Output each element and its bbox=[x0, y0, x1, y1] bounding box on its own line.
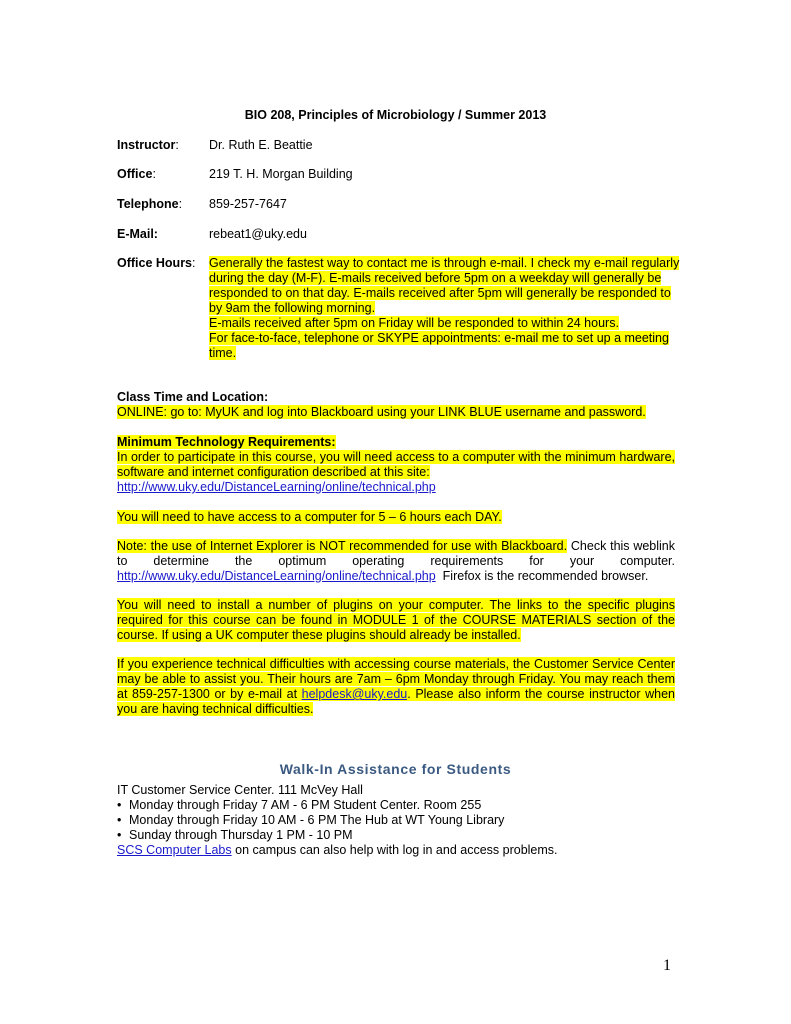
hours-note-block bbox=[117, 510, 675, 525]
firefox-note: Firefox is the recommended browser. bbox=[442, 569, 649, 583]
instructor-label: Instructor bbox=[117, 138, 176, 152]
walkin-heading: Walk-In Assistance for Students bbox=[279, 761, 512, 777]
ie-note-block bbox=[117, 539, 675, 584]
difficulties-text-end: . Please also inform the course instructor when you are having technical difficulties. bbox=[117, 687, 675, 716]
bullet-icon: • bbox=[117, 828, 122, 842]
helpdesk-email-link[interactable]: helpdesk@uky.edu bbox=[301, 687, 408, 701]
walkin-hours-list bbox=[117, 798, 677, 843]
office-hours-text bbox=[209, 256, 684, 361]
list-item: • Sunday through Thursday 1 PM - 10 PM bbox=[117, 828, 353, 842]
email-label: E-Mail: bbox=[117, 227, 158, 241]
office-label: Office bbox=[117, 167, 153, 181]
list-item: • Monday through Friday 7 AM - 6 PM Student Center. Room 255 bbox=[117, 798, 482, 812]
bullet-icon: • bbox=[117, 813, 122, 827]
office-hours-line-2: E-mails received after 5pm on Friday will be responded to within 24 hours. bbox=[209, 316, 619, 330]
class-time-text: ONLINE: go to: MyUK and log into Blackboard using your LINK BLUE username and password. bbox=[117, 405, 646, 419]
plugins-note: You will need to install a number of plugins on your computer. The links to the specific plugins required for this course can be found in MODULE 1 of the COURSE MATERIALS section of the course. If using a UK computer these plugins should already be installed. bbox=[117, 598, 675, 642]
ie-check-text: Check this weblink to determine the optimum operating requirements for your computer. bbox=[117, 539, 676, 568]
tech-intro: In order to participate in this course, you will need access to a computer with the minimum hardware, software and internet configuration described at this site: bbox=[117, 450, 675, 479]
instructor-value: Dr. Ruth E. Beattie bbox=[209, 138, 313, 152]
class-time-heading: Class Time and Location: bbox=[117, 390, 269, 404]
email-value: rebeat1@uky.edu bbox=[209, 227, 307, 241]
page-number: 1 bbox=[663, 957, 671, 974]
telephone-value: 859-257-7647 bbox=[209, 197, 287, 211]
difficulties-block bbox=[117, 657, 675, 717]
office-hours-label: Office Hours bbox=[117, 256, 193, 270]
hours-note: You will need to have access to a computer for 5 – 6 hours each DAY. bbox=[117, 510, 502, 524]
office-value: 219 T. H. Morgan Building bbox=[209, 167, 353, 181]
tech-heading: Minimum Technology Requirements: bbox=[117, 435, 336, 449]
walkin-intro: IT Customer Service Center. 111 McVey Hall bbox=[117, 783, 363, 797]
document-page: BIO 208, Principles of Microbiology / Summer 2013 Instructor: Dr. Ruth E. Beattie Office: 219 T. H. Morgan Building Telephone: 859-257-7647 E-Mail: rebeat1@uky.edu Office Hours: Generally the fastest way to contact me is through e-mail. I check my e-mail regularly during the day (M-F). E-mails received before 5pm on a weekday will generally be responded to on that day. E-mails received after 5pm will generally be responded to by 9am the following morning. E-mails received after 5pm on Friday will be responded to within 24 hours. For face-to-face, telephone or SKYPE appointments: e-mail me to set up a meeting time. Class Time and Location: ONLINE: go to: MyUK and log into Blackboard using your LINK BLUE username and password. Minimum Technology Requirements: In order to participate in this course, you will need access to a computer with the minimum hardware, software and internet configuration described at this site: http://www.uky.edu/DistanceLearning/online/technical.php You will need to have access to a computer for 5 – 6 hours each DAY. Note: the use of Internet Explorer is NOT recommended for use with Blackboard. Check this weblink to determine the optimum operating requirements for your computer. http://www.uky.edu/DistanceLearning/online/technical.php Firefox is the recommended browser. You will need to install a number of plugins on your computer. The links to the specific plugins required for this course can be found in MODULE 1 of the COURSE MATERIALS section of the course. If using a UK computer these plugins should already be installed. If you experience technical difficulties with accessing course materials, the Customer Service Center may be able to assist you. Their hours are 7am – 6pm Monday through Friday. You may reach them at 859-257-1300 or by e-mail at helpdesk@uky.edu. Please also inform the course instructor when you are having technical difficulties. Walk-In Assistance for Students IT Customer Service Center. 111 McVey Hall • Monday through Friday 7 AM - 6 PM Student Center. Room 255 • Monday through Friday 10 AM - 6 PM The Hub at WT Young Library • Sunday through Thursday 1 PM - 10 PM SCS Computer Labs on campus can also help with log in and access problems. 1 bbox=[0, 0, 791, 1024]
walkin-section bbox=[117, 783, 677, 858]
office-hours-line-3: For face-to-face, telephone or SKYPE appointments: e-mail me to set up a meeting time. bbox=[209, 331, 669, 360]
bullet-icon: • bbox=[117, 798, 122, 812]
page-title: BIO 208, Principles of Microbiology / Summer 2013 bbox=[244, 108, 547, 122]
ie-note: Note: the use of Internet Explorer is NOT recommended for use with Blackboard. bbox=[117, 539, 568, 553]
labs-line bbox=[117, 843, 677, 858]
difficulties-text: If you experience technical difficulties with accessing course materials, the Customer Service Center may be able to assist you. Their hours are 7am – 6pm Monday through Friday. You may reach them at 859-257-1300 or by e-mail at bbox=[117, 657, 675, 701]
list-item: • Monday through Friday 10 AM - 6 PM The Hub at WT Young Library bbox=[117, 813, 505, 827]
office-hours-line-1: Generally the fastest way to contact me is through e-mail. I check my e-mail regularly during the day (M-F). E-mails received before 5pm on a weekday will generally be responded to on that day. E-mails received after 5pm will generally be responded to by 9am the following morning. bbox=[209, 256, 680, 315]
tech-link-2[interactable]: http://www.uky.edu/DistanceLearning/online/technical.php bbox=[117, 569, 436, 583]
tech-link-1[interactable]: http://www.uky.edu/DistanceLearning/online/technical.php bbox=[117, 480, 436, 494]
labs-text: on campus can also help with log in and access problems. bbox=[231, 843, 558, 857]
plugins-block bbox=[117, 598, 675, 643]
tech-requirements-section bbox=[117, 435, 675, 495]
scs-computer-labs-link[interactable]: SCS Computer Labs bbox=[117, 843, 232, 857]
class-time-section bbox=[117, 390, 675, 420]
telephone-label: Telephone bbox=[117, 197, 179, 211]
